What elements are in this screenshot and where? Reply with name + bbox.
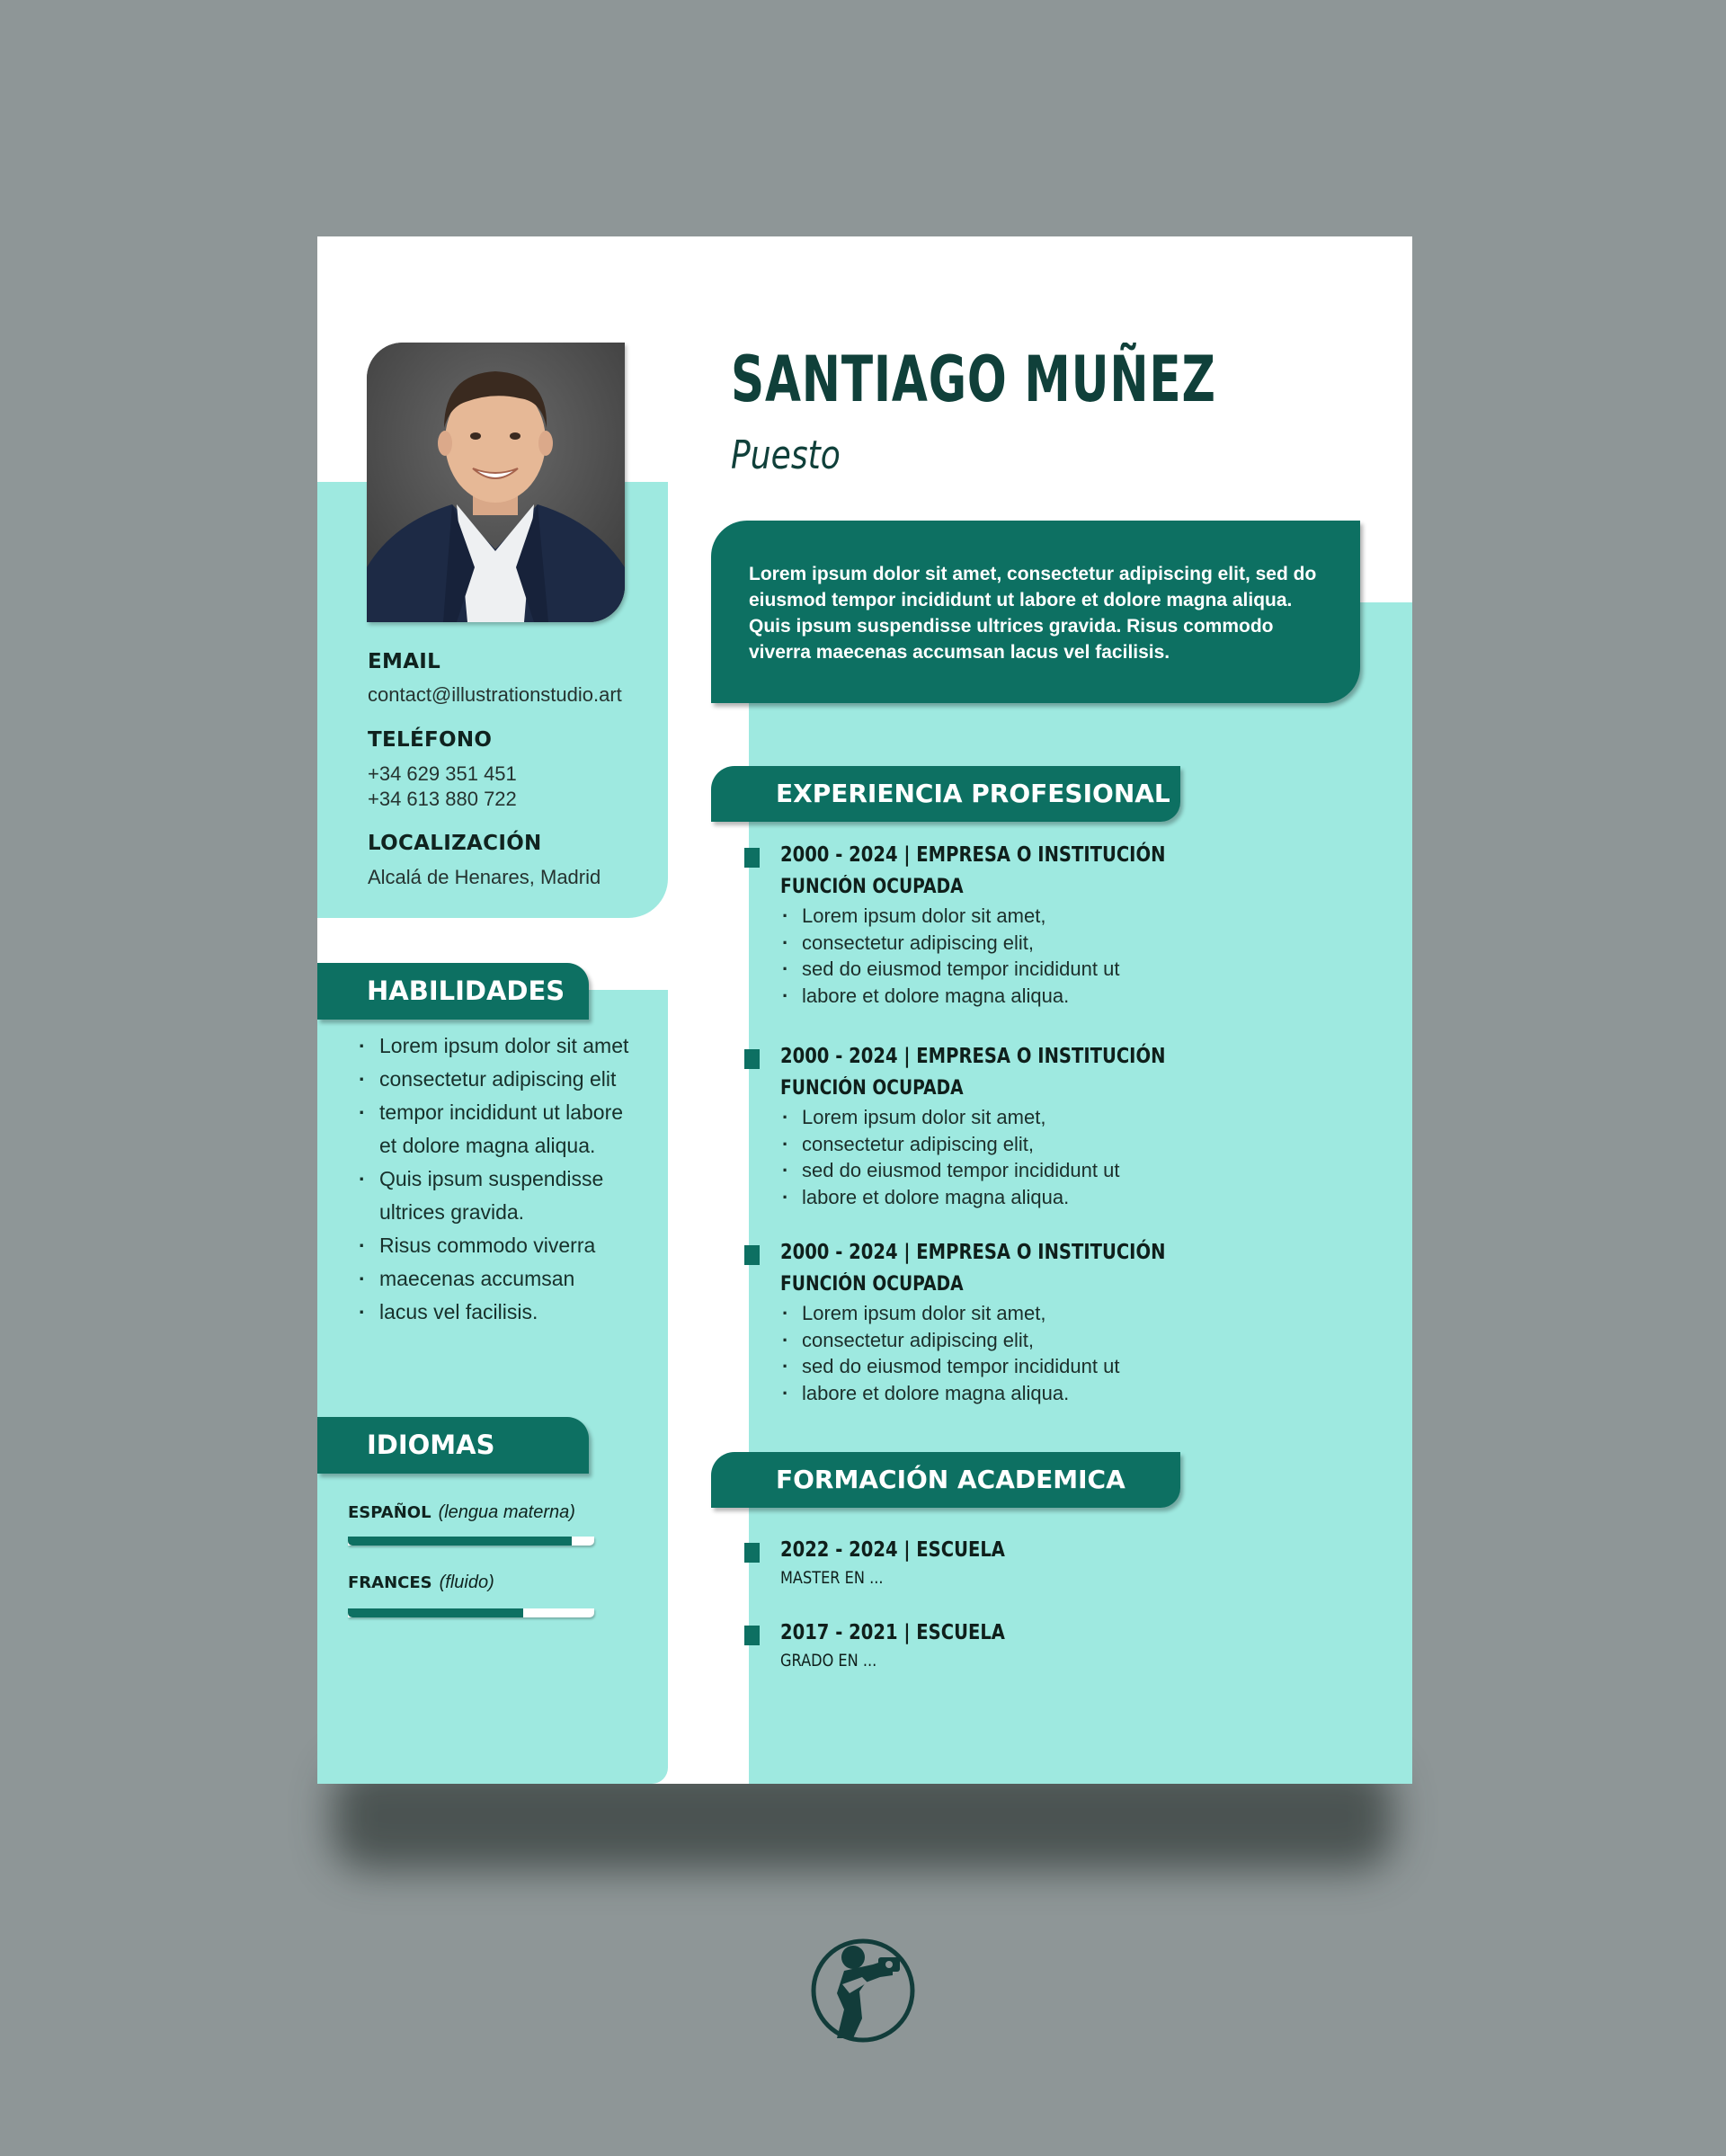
skill-item: · maecenas accumsan	[355, 1262, 634, 1296]
entry-heading: 2000 - 2024 | EMPRESA O INSTITUCIÓN	[780, 1241, 1166, 1264]
location-label: LOCALIZACIÓN	[368, 832, 542, 855]
skill-item: · Quis ipsum suspendisse ultrices gravida.	[355, 1163, 634, 1229]
photographer-logo-icon	[810, 1938, 916, 2044]
list-item: · Lorem ipsum dolor sit amet,	[780, 1104, 1119, 1131]
entry-role: FUNCIÓN OCUPADA	[780, 876, 964, 898]
list-item: · labore et dolore magna aliqua.	[780, 983, 1119, 1010]
skills-heading: HABILIDADES	[317, 963, 589, 1020]
entry-degree: GRADO EN ...	[780, 1651, 877, 1670]
languages-heading: IDIOMAS	[317, 1417, 589, 1474]
list-item: · sed do eiusmod tempor incididunt ut	[780, 1157, 1119, 1184]
list-item: · labore et dolore magna aliqua.	[780, 1184, 1119, 1211]
entry-role: FUNCIÓN OCUPADA	[780, 1077, 964, 1100]
phone-label: TELÉFONO	[368, 728, 493, 752]
square-marker-icon	[744, 1245, 760, 1265]
list-item: · consectetur adipiscing elit,	[780, 930, 1119, 957]
language-name: FRANCES	[348, 1573, 432, 1592]
square-marker-icon	[744, 1049, 760, 1069]
square-marker-icon	[744, 1543, 760, 1563]
language-bar-fill	[348, 1537, 572, 1546]
entry-heading: 2017 - 2021 | ESCUELA	[780, 1621, 1005, 1644]
language-bar-spanish	[348, 1537, 594, 1546]
skills-list	[355, 1029, 634, 1329]
entry-role: FUNCIÓN OCUPADA	[780, 1273, 964, 1296]
skill-item: · Risus commodo viverra	[355, 1229, 634, 1262]
profile-photo	[367, 343, 625, 622]
list-item: · consectetur adipiscing elit,	[780, 1131, 1119, 1158]
list-item: · sed do eiusmod tempor incididunt ut	[780, 956, 1119, 983]
phone-value-1[interactable]: +34 629 351 451	[368, 762, 517, 785]
education-entry	[744, 1621, 1302, 1675]
skill-item: · consectetur adipiscing elit	[355, 1063, 634, 1096]
entry-bullets	[780, 903, 1119, 1009]
education-heading: FORMACIÓN ACADEMICA	[711, 1452, 1180, 1508]
language-level: (fluido)	[439, 1572, 494, 1592]
language-bar-french	[348, 1608, 594, 1617]
skill-item: · Lorem ipsum dolor sit amet	[355, 1029, 634, 1063]
summary-box	[711, 521, 1360, 703]
experience-entry	[744, 843, 1302, 1023]
entry-bullets	[780, 1300, 1119, 1406]
language-name: ESPAÑOL	[348, 1503, 432, 1522]
phone-value-2[interactable]: +34 613 880 722	[368, 788, 517, 810]
list-item: · consectetur adipiscing elit,	[780, 1327, 1119, 1354]
skill-item: · lacus vel facilisis.	[355, 1296, 634, 1329]
square-marker-icon	[744, 1626, 760, 1645]
list-item: · Lorem ipsum dolor sit amet,	[780, 903, 1119, 930]
entry-heading: 2000 - 2024 | EMPRESA O INSTITUCIÓN	[780, 843, 1166, 867]
experience-entry	[744, 1045, 1302, 1225]
person-name: SANTIAGO MUÑEZ	[731, 343, 1216, 416]
job-title: Puesto	[731, 432, 841, 478]
education-entry	[744, 1538, 1302, 1592]
list-item: · Lorem ipsum dolor sit amet,	[780, 1300, 1119, 1327]
language-level: (lengua materna)	[438, 1502, 575, 1522]
list-item: · sed do eiusmod tempor incididunt ut	[780, 1353, 1119, 1380]
entry-degree: MASTER EN ...	[780, 1568, 884, 1588]
entry-heading: 2022 - 2024 | ESCUELA	[780, 1538, 1005, 1562]
language-label-french	[348, 1572, 494, 1593]
entry-bullets	[780, 1104, 1119, 1210]
email-value[interactable]: contact@illustrationstudio.art	[368, 683, 622, 706]
list-item: · labore et dolore magna aliqua.	[780, 1380, 1119, 1407]
skill-item: · tempor incididunt ut labore et dolore magna aliqua.	[355, 1096, 634, 1163]
location-value: Alcalá de Henares, Madrid	[368, 866, 601, 888]
language-label-spanish	[348, 1502, 575, 1523]
experience-heading: EXPERIENCIA PROFESIONAL	[711, 766, 1180, 822]
portrait-image	[367, 343, 625, 622]
resume-page	[317, 236, 1412, 1784]
email-label: EMAIL	[368, 650, 441, 673]
square-marker-icon	[744, 848, 760, 868]
language-bar-fill	[348, 1608, 523, 1617]
experience-entry	[744, 1241, 1302, 1421]
summary-text: Lorem ipsum dolor sit amet, consectetur adipiscing elit, sed do eiusmod tempor incididunt ut labore et dolore magna aliqua. Quis ipsum suspendisse ultrices gravida. Risus commodo viverra maecenas accumsan lacus vel facilisis.	[749, 564, 1317, 663]
entry-heading: 2000 - 2024 | EMPRESA O INSTITUCIÓN	[780, 1045, 1166, 1068]
